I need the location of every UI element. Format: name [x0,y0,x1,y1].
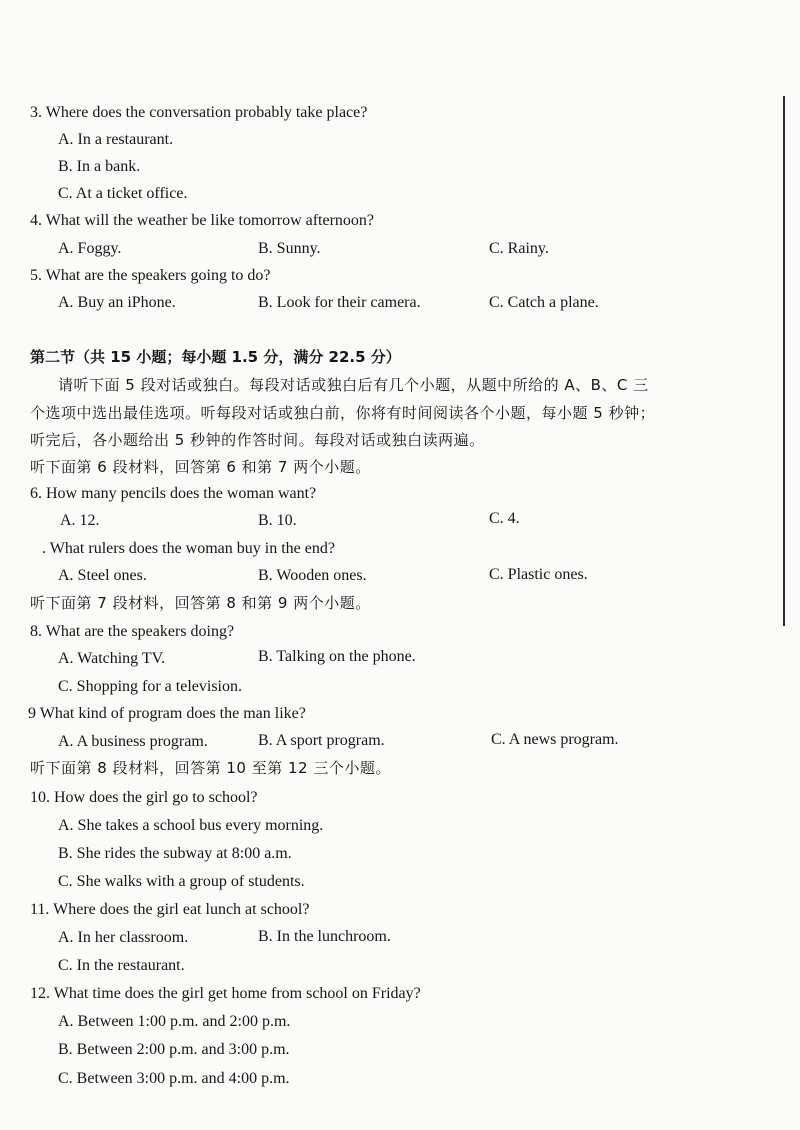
question-5: 5. What are the speakers going to do? [30,267,271,284]
question-9: 9 What kind of program does the man like? [28,705,306,722]
q10-option-a: A. She takes a school bus every morning. [58,817,324,834]
q8-option-b: B. Talking on the phone. [258,648,416,665]
q10-option-b: B. She rides the subway at 8:00 a.m. [58,845,292,862]
page-edge-line [783,96,785,626]
q7-option-c: C. Plastic ones. [489,566,588,583]
passage-7-header: 听下面第 7 段材料，回答第 8 和第 9 两个小题。 [30,594,371,612]
question-11: 11. Where does the girl eat lunch at school? [30,901,310,918]
passage-8-header: 听下面第 8 段材料，回答第 10 至第 12 三个小题。 [30,759,391,777]
q5-option-b: B. Look for their camera. [258,294,421,311]
passage-6-header: 听下面第 6 段材料，回答第 6 和第 7 两个小题。 [30,458,371,476]
q5-option-c: C. Catch a plane. [489,294,599,311]
question-8: 8. What are the speakers doing? [30,623,235,640]
question-3: 3. Where does the conversation probably take place? [30,104,368,121]
section-2-instructions-1: 请听下面 5 段对话或独白。每段对话或独白后有几个小题，从题中所给的 A、B、C 三 [58,376,649,394]
q8-option-c: C. Shopping for a television. [58,678,242,695]
q11-option-b: B. In the lunchroom. [258,928,391,945]
q3-option-b: B. In a bank. [58,158,141,175]
q6-option-b: B. 10. [258,512,297,529]
question-10: 10. How does the girl go to school? [30,789,258,806]
q6-option-a: A. 12. [60,512,100,529]
q9-option-c: C. A news program. [491,731,619,748]
q4-option-c: C. Rainy. [489,240,549,257]
q7-option-a: A. Steel ones. [58,567,147,584]
q3-option-a: A. In a restaurant. [58,131,174,148]
q11-option-a: A. In her classroom. [58,929,189,946]
section-2-title: 第二节（共 15 小题；每小题 1.5 分，满分 22.5 分） [30,348,401,366]
section-2-instructions-2: 个选项中选出最佳选项。听每段对话或独白前，你将有时间阅读各个小题，每小题 5 秒钟； [30,404,656,422]
q12-option-c: C. Between 3:00 p.m. and 4:00 p.m. [58,1070,290,1087]
question-6: 6. How many pencils does the woman want? [30,485,317,502]
q9-option-b: B. A sport program. [258,732,385,749]
q12-option-b: B. Between 2:00 p.m. and 3:00 p.m. [58,1041,290,1058]
q4-option-b: B. Sunny. [258,240,321,257]
question-4: 4. What will the weather be like tomorrow afternoon? [30,212,375,229]
q3-option-c: C. At a ticket office. [58,185,188,202]
q8-option-a: A. Watching TV. [58,650,166,667]
question-7: . What rulers does the woman buy in the end? [42,540,335,557]
q5-option-a: A. Buy an iPhone. [58,294,176,311]
q6-option-c: C. 4. [489,510,520,527]
section-2-instructions-3: 听完后，各小题给出 5 秒钟的作答时间。每段对话或独白读两遍。 [30,431,485,449]
q7-option-b: B. Wooden ones. [258,567,367,584]
question-12: 12. What time does the girl get home from school on Friday? [30,985,421,1002]
q4-option-a: A. Foggy. [58,240,122,257]
q12-option-a: A. Between 1:00 p.m. and 2:00 p.m. [58,1013,291,1030]
q11-option-c: C. In the restaurant. [58,957,185,974]
q9-option-a: A. A business program. [58,733,208,750]
q10-option-c: C. She walks with a group of students. [58,873,305,890]
